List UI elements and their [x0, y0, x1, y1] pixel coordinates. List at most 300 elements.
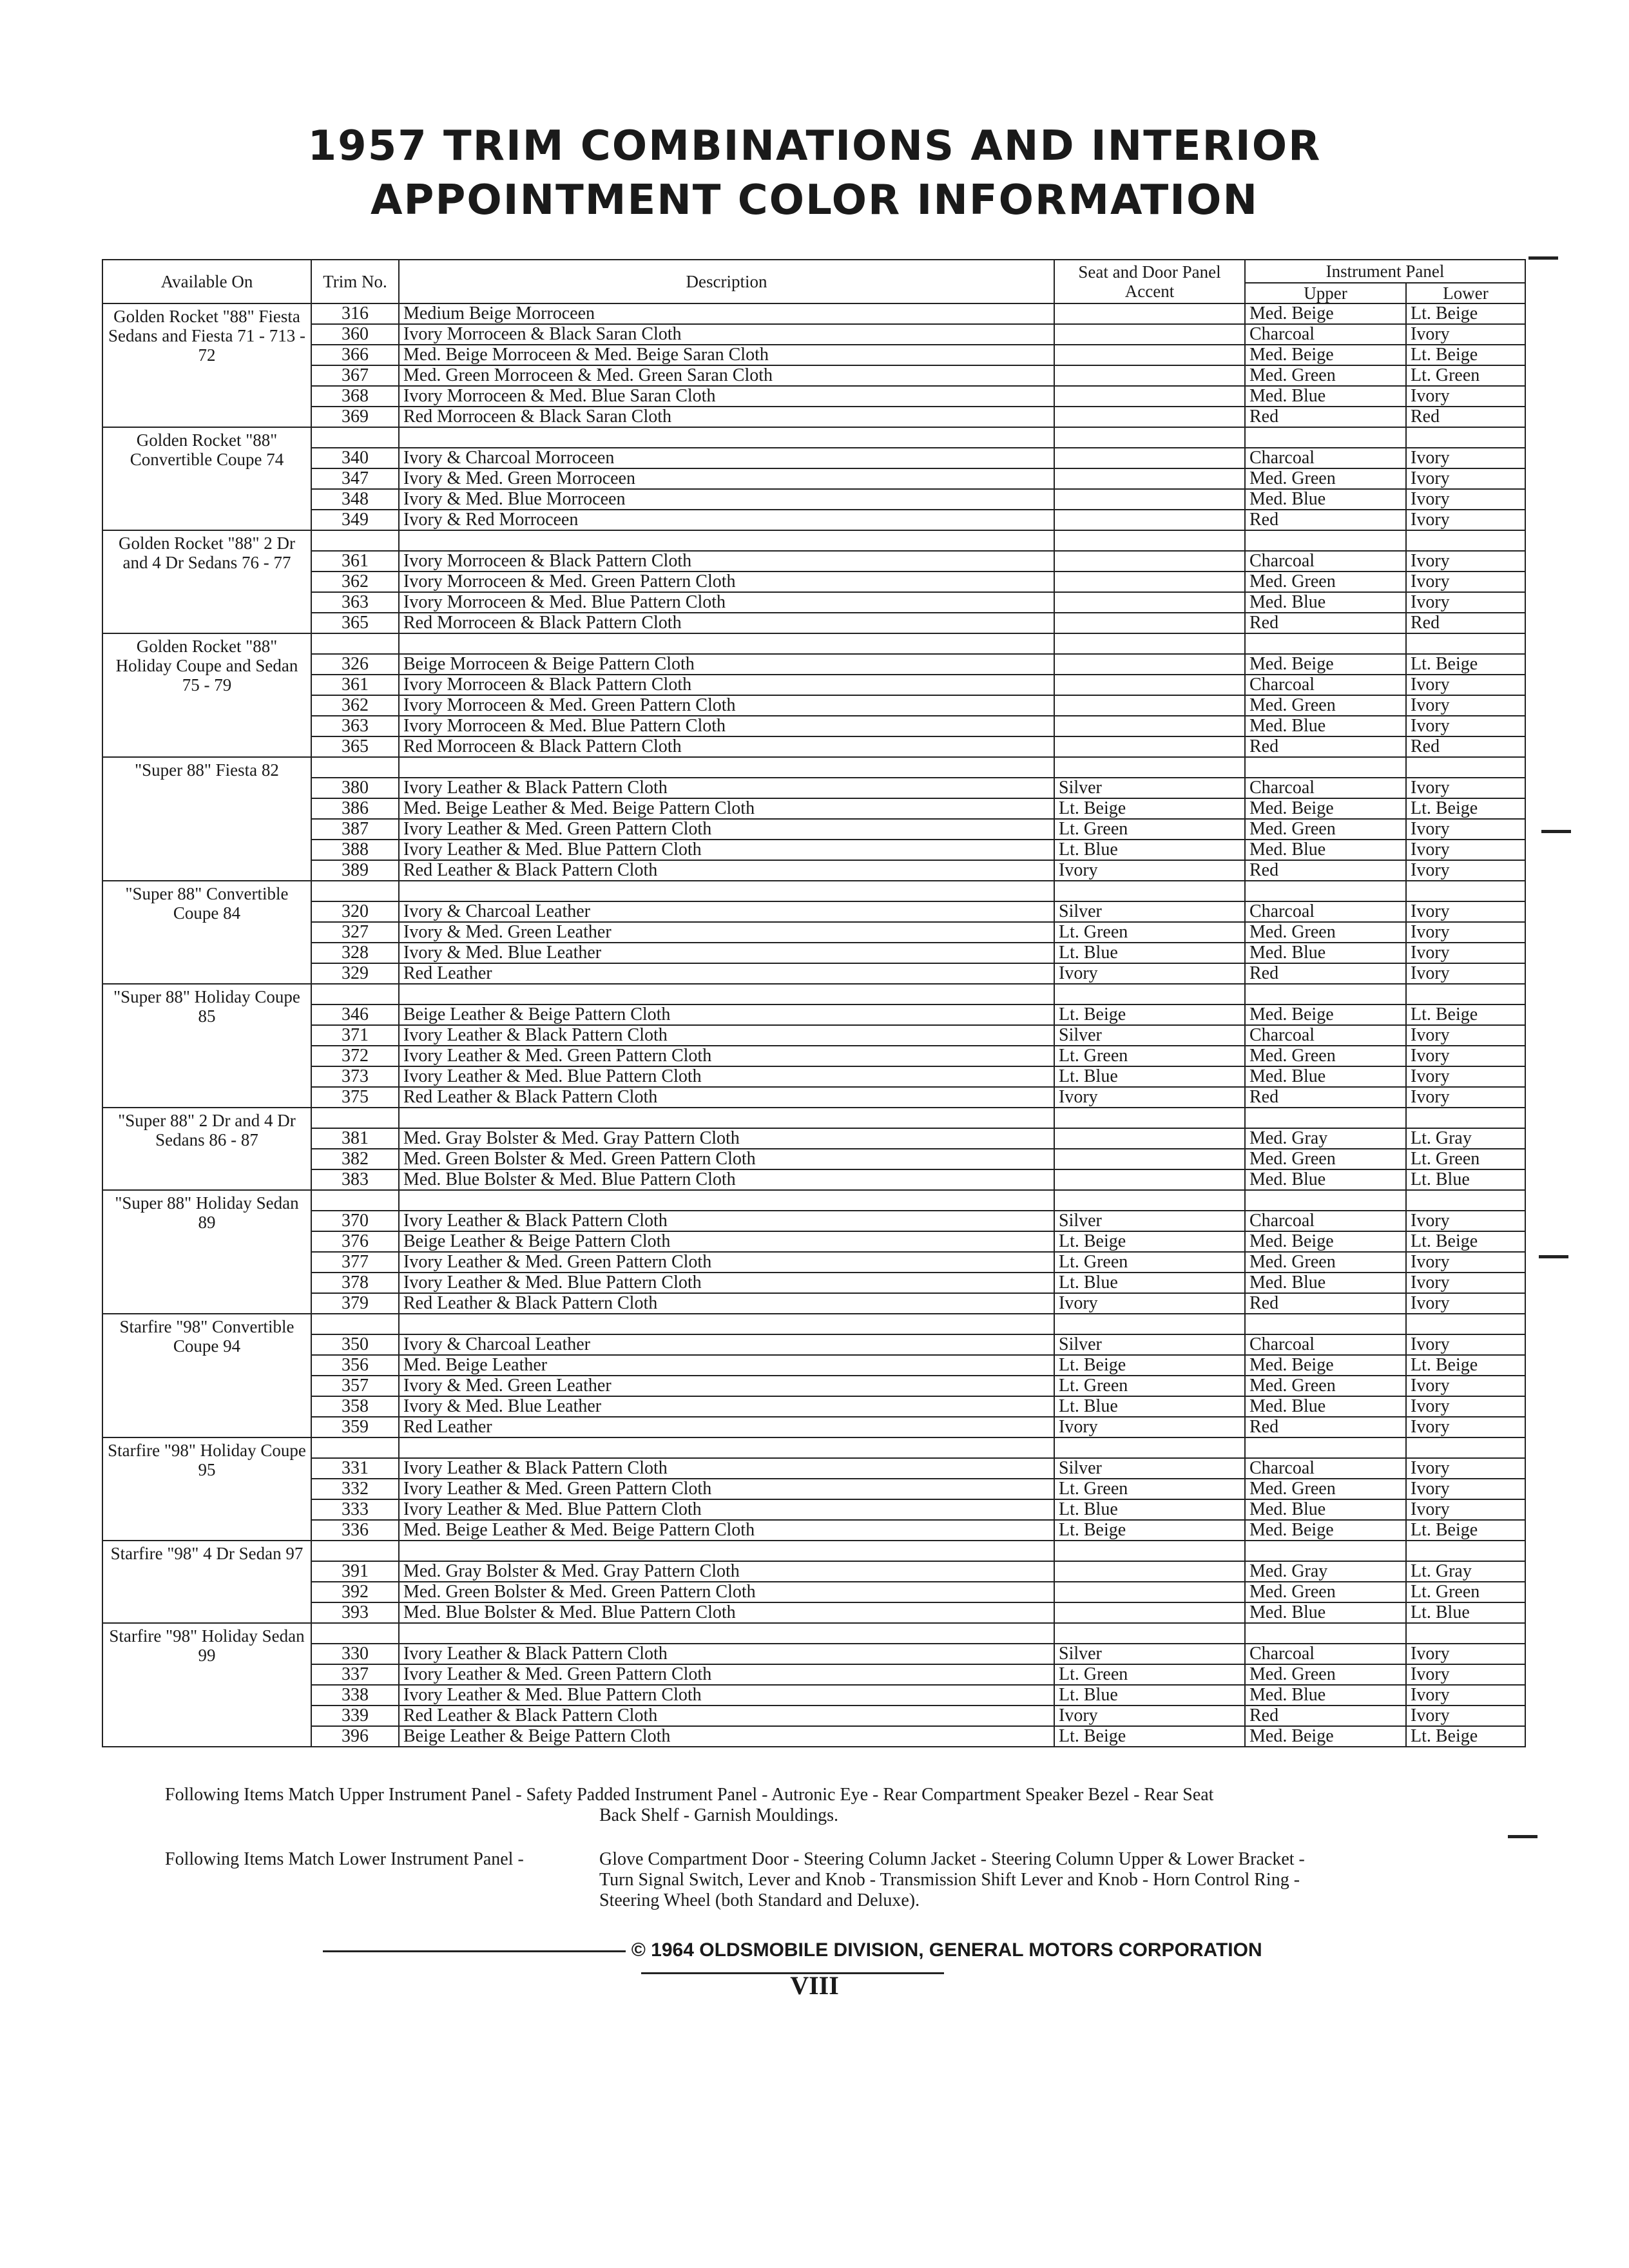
seat-door-accent-cell: Silver [1054, 1211, 1245, 1231]
upper-panel-cell: Red [1245, 1417, 1406, 1437]
lower-panel-cell: Ivory [1406, 840, 1525, 860]
upper-panel-cell: Med. Green [1245, 1376, 1406, 1396]
seat-door-accent-cell [1054, 407, 1245, 427]
trim-no-cell: 380 [311, 778, 399, 798]
empty-cell [1054, 530, 1245, 551]
description-cell: Beige Leather & Beige Pattern Cloth [399, 1726, 1054, 1747]
upper-panel-cell: Charcoal [1245, 901, 1406, 922]
lower-panel-cell: Ivory [1406, 778, 1525, 798]
table-row [102, 1417, 1525, 1437]
seat-door-accent-cell: Lt. Beige [1054, 1231, 1245, 1252]
description-cell: Red Morroceen & Black Saran Cloth [399, 407, 1054, 427]
description-cell: Red Morroceen & Black Pattern Cloth [399, 613, 1054, 633]
empty-cell [1245, 881, 1406, 901]
description-cell: Med. Blue Bolster & Med. Blue Pattern Cloth [399, 1169, 1054, 1190]
description-cell: Ivory & Charcoal Morroceen [399, 448, 1054, 468]
upper-panel-cell: Charcoal [1245, 778, 1406, 798]
upper-panel-cell: Red [1245, 963, 1406, 984]
empty-cell [311, 757, 399, 778]
description-cell: Ivory & Med. Green Leather [399, 1376, 1054, 1396]
upper-panel-cell: Charcoal [1245, 551, 1406, 572]
seat-door-accent-cell [1054, 1561, 1245, 1582]
empty-cell [311, 427, 399, 448]
trim-no-cell: 326 [311, 654, 399, 675]
trim-no-cell: 339 [311, 1706, 399, 1726]
upper-panel-cell: Med. Beige [1245, 345, 1406, 365]
table-row [102, 778, 1525, 798]
description-cell: Ivory & Red Morroceen [399, 510, 1054, 530]
lower-panel-cell: Ivory [1406, 1211, 1525, 1231]
empty-cell [311, 1314, 399, 1334]
rule-left [323, 1950, 626, 1952]
trim-no-cell: 370 [311, 1211, 399, 1231]
description-cell: Ivory Leather & Med. Blue Pattern Cloth [399, 1273, 1054, 1293]
available-on-cell: Golden Rocket "88" Fiesta Sedans and Fiesta 71 - 713 - 72 [102, 303, 311, 427]
lower-panel-cell: Red [1406, 736, 1525, 757]
trim-no-cell: 369 [311, 407, 399, 427]
upper-panel-cell: Red [1245, 1087, 1406, 1108]
trim-no-cell: 362 [311, 695, 399, 716]
description-cell: Ivory Leather & Black Pattern Cloth [399, 1458, 1054, 1479]
trim-no-cell: 379 [311, 1293, 399, 1314]
seat-door-accent-cell [1054, 1582, 1245, 1602]
upper-panel-cell: Med. Blue [1245, 1273, 1406, 1293]
table-row [102, 1602, 1525, 1623]
seat-door-accent-cell [1054, 365, 1245, 386]
description-cell: Ivory Morroceen & Med. Green Pattern Cloth [399, 695, 1054, 716]
trim-no-cell: 340 [311, 448, 399, 468]
available-on-cell: "Super 88" 2 Dr and 4 Dr Sedans 86 - 87 [102, 1108, 311, 1190]
upper-panel-cell: Med. Blue [1245, 716, 1406, 736]
upper-panel-cell: Charcoal [1245, 1644, 1406, 1664]
trim-no-cell: 358 [311, 1396, 399, 1417]
trim-no-cell: 377 [311, 1252, 399, 1273]
table-row [102, 860, 1525, 881]
description-cell: Ivory Leather & Med. Green Pattern Cloth [399, 1252, 1054, 1273]
lower-panel-cell: Ivory [1406, 1458, 1525, 1479]
seat-door-accent-cell: Lt. Blue [1054, 1273, 1245, 1293]
lower-panel-cell: Ivory [1406, 1644, 1525, 1664]
table-row [102, 1376, 1525, 1396]
description-cell: Ivory & Med. Green Morroceen [399, 468, 1054, 489]
lower-panel-cell: Ivory [1406, 1066, 1525, 1087]
seat-door-accent-cell [1054, 448, 1245, 468]
table-row [102, 613, 1525, 633]
upper-panel-cell: Med. Green [1245, 1046, 1406, 1066]
seat-door-accent-cell [1054, 695, 1245, 716]
empty-cell [1054, 427, 1245, 448]
description-cell: Beige Leather & Beige Pattern Cloth [399, 1231, 1054, 1252]
lower-panel-cell: Ivory [1406, 1376, 1525, 1396]
seat-door-accent-cell [1054, 345, 1245, 365]
table-row [102, 736, 1525, 757]
trim-no-cell: 331 [311, 1458, 399, 1479]
empty-cell [311, 1541, 399, 1561]
description-cell: Ivory Morroceen & Med. Green Pattern Cloth [399, 572, 1054, 592]
lower-panel-cell: Ivory [1406, 922, 1525, 943]
margin-mark [1508, 1835, 1537, 1838]
empty-cell [1245, 757, 1406, 778]
trim-no-cell: 330 [311, 1644, 399, 1664]
trim-no-cell: 392 [311, 1582, 399, 1602]
table-row [102, 345, 1525, 365]
description-cell: Ivory Leather & Med. Green Pattern Cloth [399, 1046, 1054, 1066]
seat-door-accent-cell [1054, 1149, 1245, 1169]
table-row [102, 1066, 1525, 1087]
empty-cell [1054, 881, 1245, 901]
upper-panel-cell: Med. Green [1245, 922, 1406, 943]
upper-panel-cell: Med. Beige [1245, 1004, 1406, 1025]
empty-cell [1245, 1541, 1406, 1561]
upper-panel-cell: Red [1245, 860, 1406, 881]
trim-no-cell: 362 [311, 572, 399, 592]
lower-panel-cell: Ivory [1406, 1087, 1525, 1108]
table-row [102, 963, 1525, 984]
empty-cell [311, 1190, 399, 1211]
upper-panel-cell: Med. Beige [1245, 1355, 1406, 1376]
seat-door-accent-cell [1054, 303, 1245, 324]
upper-panel-cell: Med. Beige [1245, 1726, 1406, 1747]
empty-cell [1406, 530, 1525, 551]
upper-panel-cell: Charcoal [1245, 675, 1406, 695]
lower-panel-cell: Lt. Beige [1406, 1231, 1525, 1252]
seat-door-accent-cell: Lt. Beige [1054, 1520, 1245, 1541]
lower-panel-cell: Lt. Blue [1406, 1169, 1525, 1190]
trim-no-cell: 361 [311, 551, 399, 572]
empty-cell [1054, 1108, 1245, 1128]
lower-panel-cell: Ivory [1406, 901, 1525, 922]
description-cell: Ivory Leather & Med. Green Pattern Cloth [399, 819, 1054, 840]
trim-no-cell: 316 [311, 303, 399, 324]
seat-door-accent-cell [1054, 510, 1245, 530]
upper-panel-cell: Red [1245, 1293, 1406, 1314]
trim-no-cell: 320 [311, 901, 399, 922]
trim-no-cell: 375 [311, 1087, 399, 1108]
description-cell: Ivory Morroceen & Black Pattern Cloth [399, 675, 1054, 695]
description-cell: Ivory Leather & Med. Green Pattern Cloth [399, 1479, 1054, 1499]
empty-cell [1245, 427, 1406, 448]
lower-panel-cell: Ivory [1406, 943, 1525, 963]
lower-panel-cell: Ivory [1406, 1685, 1525, 1706]
seat-door-accent-cell: Silver [1054, 1644, 1245, 1664]
trim-no-cell: 389 [311, 860, 399, 881]
copyright-text: © 1964 OLDSMOBILE DIVISION, GENERAL MOTORS CORPORATION [631, 1939, 1262, 1961]
upper-panel-cell: Charcoal [1245, 448, 1406, 468]
upper-panel-cell: Med. Blue [1245, 1602, 1406, 1623]
trim-no-cell: 329 [311, 963, 399, 984]
table-row [102, 1582, 1525, 1602]
spacer-row [102, 633, 1525, 654]
table-row [102, 1087, 1525, 1108]
lower-panel-cell: Ivory [1406, 1499, 1525, 1520]
lower-panel-cell: Lt. Beige [1406, 654, 1525, 675]
trim-no-cell: 360 [311, 324, 399, 345]
seat-door-accent-cell: Lt. Blue [1054, 1396, 1245, 1417]
upper-panel-cell: Med. Green [1245, 1149, 1406, 1169]
lower-panel-cell: Ivory [1406, 324, 1525, 345]
trim-no-cell: 386 [311, 798, 399, 819]
upper-panel-cell: Med. Blue [1245, 840, 1406, 860]
trim-no-cell: 373 [311, 1066, 399, 1087]
table-row [102, 1252, 1525, 1273]
upper-panel-cell: Med. Blue [1245, 1169, 1406, 1190]
available-on-cell: Golden Rocket "88" Convertible Coupe 74 [102, 427, 311, 530]
lower-panel-cell: Ivory [1406, 1046, 1525, 1066]
lower-panel-cell: Ivory [1406, 716, 1525, 736]
table-row [102, 1561, 1525, 1582]
header-lower: Lower [1406, 283, 1525, 303]
empty-cell [1054, 633, 1245, 654]
spacer-row [102, 1437, 1525, 1458]
description-cell: Ivory Leather & Med. Blue Pattern Cloth [399, 1685, 1054, 1706]
lower-footnote-line-3: Steering Wheel (both Standard and Deluxe). [599, 1890, 920, 1910]
seat-door-accent-cell: Ivory [1054, 860, 1245, 881]
lower-panel-cell: Lt. Beige [1406, 1726, 1525, 1747]
table-row [102, 1479, 1525, 1499]
empty-cell [1406, 427, 1525, 448]
description-cell: Red Leather & Black Pattern Cloth [399, 860, 1054, 881]
header-trim-no: Trim No. [311, 260, 399, 303]
description-cell: Ivory Leather & Med. Blue Pattern Cloth [399, 1066, 1054, 1087]
lower-footnote-line-2: Turn Signal Switch, Lever and Knob - Transmission Shift Lever and Knob - Horn Control Ring - [599, 1870, 1300, 1890]
empty-cell [311, 881, 399, 901]
lower-panel-cell: Ivory [1406, 1273, 1525, 1293]
description-cell: Ivory Leather & Black Pattern Cloth [399, 1025, 1054, 1046]
empty-cell [1406, 1541, 1525, 1561]
empty-cell [399, 1314, 1054, 1334]
seat-door-accent-cell: Ivory [1054, 963, 1245, 984]
seat-door-accent-cell: Lt. Blue [1054, 1499, 1245, 1520]
upper-panel-cell: Med. Beige [1245, 1231, 1406, 1252]
table-row [102, 943, 1525, 963]
empty-cell [311, 1108, 399, 1128]
table-row [102, 901, 1525, 922]
empty-cell [1406, 1108, 1525, 1128]
trim-no-cell: 393 [311, 1602, 399, 1623]
seat-door-accent-cell: Silver [1054, 778, 1245, 798]
empty-cell [311, 984, 399, 1004]
lower-panel-cell: Lt. Beige [1406, 303, 1525, 324]
available-on-cell: Starfire "98" 4 Dr Sedan 97 [102, 1541, 311, 1623]
empty-cell [1406, 633, 1525, 654]
empty-cell [1406, 1314, 1525, 1334]
table-row [102, 654, 1525, 675]
empty-cell [1245, 633, 1406, 654]
upper-panel-cell: Med. Green [1245, 1582, 1406, 1602]
lower-panel-cell: Lt. Beige [1406, 1355, 1525, 1376]
upper-panel-cell: Med. Beige [1245, 303, 1406, 324]
description-cell: Ivory Morroceen & Med. Blue Saran Cloth [399, 386, 1054, 407]
trim-no-cell: 368 [311, 386, 399, 407]
available-on-cell: Starfire "98" Holiday Sedan 99 [102, 1623, 311, 1747]
empty-cell [1406, 1190, 1525, 1211]
description-cell: Red Leather [399, 963, 1054, 984]
description-cell: Med. Beige Leather & Med. Beige Pattern Cloth [399, 798, 1054, 819]
description-cell: Ivory & Med. Green Leather [399, 922, 1054, 943]
empty-cell [1245, 1108, 1406, 1128]
spacer-row [102, 1623, 1525, 1644]
trim-no-cell: 383 [311, 1169, 399, 1190]
upper-panel-cell: Med. Blue [1245, 1396, 1406, 1417]
description-cell: Med. Green Bolster & Med. Green Pattern Cloth [399, 1149, 1054, 1169]
lower-panel-cell: Ivory [1406, 963, 1525, 984]
seat-door-accent-cell: Lt. Green [1054, 922, 1245, 943]
upper-panel-cell: Charcoal [1245, 1334, 1406, 1355]
header-seat-door-accent: Seat and Door Panel Accent [1054, 260, 1245, 303]
seat-door-accent-cell [1054, 654, 1245, 675]
trim-no-cell: 356 [311, 1355, 399, 1376]
lower-panel-cell: Red [1406, 613, 1525, 633]
spacer-row [102, 1190, 1525, 1211]
lower-panel-cell: Lt. Gray [1406, 1128, 1525, 1149]
trim-no-cell: 365 [311, 613, 399, 633]
trim-no-cell: 387 [311, 819, 399, 840]
seat-door-accent-cell: Lt. Blue [1054, 1685, 1245, 1706]
spacer-row [102, 530, 1525, 551]
empty-cell [399, 1190, 1054, 1211]
table-row [102, 819, 1525, 840]
seat-door-accent-cell: Ivory [1054, 1706, 1245, 1726]
description-cell: Ivory Leather & Med. Blue Pattern Cloth [399, 1499, 1054, 1520]
spacer-row [102, 1314, 1525, 1334]
available-on-cell: Golden Rocket "88" 2 Dr and 4 Dr Sedans 76 - 77 [102, 530, 311, 633]
lower-panel-cell: Ivory [1406, 448, 1525, 468]
table-row [102, 1128, 1525, 1149]
lower-panel-cell: Ivory [1406, 1025, 1525, 1046]
table-row [102, 1169, 1525, 1190]
upper-panel-cell: Med. Blue [1245, 1066, 1406, 1087]
trim-no-cell: 371 [311, 1025, 399, 1046]
upper-panel-cell: Red [1245, 407, 1406, 427]
available-on-cell: "Super 88" Holiday Sedan 89 [102, 1190, 311, 1314]
description-cell: Red Leather & Black Pattern Cloth [399, 1087, 1054, 1108]
description-cell: Med. Green Bolster & Med. Green Pattern Cloth [399, 1582, 1054, 1602]
upper-panel-cell: Charcoal [1245, 1458, 1406, 1479]
seat-door-accent-cell [1054, 592, 1245, 613]
trim-no-cell: 388 [311, 840, 399, 860]
lower-panel-cell: Ivory [1406, 510, 1525, 530]
trim-no-cell: 382 [311, 1149, 399, 1169]
upper-panel-cell: Med. Gray [1245, 1561, 1406, 1582]
trim-no-cell: 359 [311, 1417, 399, 1437]
lower-panel-cell: Ivory [1406, 551, 1525, 572]
description-cell: Ivory & Charcoal Leather [399, 901, 1054, 922]
upper-panel-cell: Med. Blue [1245, 1499, 1406, 1520]
table-row [102, 1685, 1525, 1706]
trim-no-cell: 376 [311, 1231, 399, 1252]
table-row [102, 407, 1525, 427]
description-cell: Ivory Leather & Med. Green Pattern Cloth [399, 1664, 1054, 1685]
empty-cell [1406, 757, 1525, 778]
table-row [102, 365, 1525, 386]
lower-panel-cell: Ivory [1406, 1396, 1525, 1417]
upper-panel-cell: Med. Green [1245, 365, 1406, 386]
table-row [102, 592, 1525, 613]
lower-panel-cell: Ivory [1406, 1417, 1525, 1437]
title-line-2: APPOINTMENT COLOR INFORMATION [371, 177, 1258, 224]
table-row [102, 1273, 1525, 1293]
seat-door-accent-cell [1054, 1602, 1245, 1623]
description-cell: Med. Beige Leather & Med. Beige Pattern Cloth [399, 1520, 1054, 1541]
available-on-cell: Golden Rocket "88" Holiday Coupe and Sedan 75 - 79 [102, 633, 311, 757]
trim-no-cell: 378 [311, 1273, 399, 1293]
trim-no-cell: 363 [311, 716, 399, 736]
seat-door-accent-cell: Lt. Green [1054, 1252, 1245, 1273]
trim-no-cell: 361 [311, 675, 399, 695]
available-on-cell: Starfire "98" Holiday Coupe 95 [102, 1437, 311, 1541]
empty-cell [1054, 1437, 1245, 1458]
header-upper: Upper [1245, 283, 1406, 303]
upper-panel-cell: Red [1245, 613, 1406, 633]
title-line-1: 1957 TRIM COMBINATIONS AND INTERIOR [307, 122, 1322, 170]
available-on-cell: "Super 88" Holiday Coupe 85 [102, 984, 311, 1108]
table-row [102, 1499, 1525, 1520]
lower-panel-cell: Ivory [1406, 1664, 1525, 1685]
trim-no-cell: 327 [311, 922, 399, 943]
lower-panel-cell: Ivory [1406, 386, 1525, 407]
table-row [102, 1396, 1525, 1417]
upper-footnote-line-1: Following Items Match Upper Instrument Panel - Safety Padded Instrument Panel - Autronic Eye - Rear Compartment Speaker Bezel - Rear Seat [165, 1785, 1214, 1805]
seat-door-accent-cell: Lt. Beige [1054, 798, 1245, 819]
empty-cell [1245, 1437, 1406, 1458]
empty-cell [1406, 1437, 1525, 1458]
empty-cell [399, 530, 1054, 551]
lower-panel-cell: Lt. Beige [1406, 798, 1525, 819]
seat-door-accent-cell [1054, 324, 1245, 345]
seat-door-accent-cell [1054, 1169, 1245, 1190]
spacer-row [102, 984, 1525, 1004]
trim-no-cell: 365 [311, 736, 399, 757]
table-row [102, 551, 1525, 572]
description-cell: Ivory Morroceen & Med. Blue Pattern Cloth [399, 716, 1054, 736]
empty-cell [399, 427, 1054, 448]
seat-door-accent-cell [1054, 386, 1245, 407]
table-row [102, 1355, 1525, 1376]
empty-cell [1245, 1190, 1406, 1211]
seat-door-accent-cell: Lt. Green [1054, 1664, 1245, 1685]
spacer-row [102, 1541, 1525, 1561]
empty-cell [311, 633, 399, 654]
page-number: VIII [790, 1971, 839, 2000]
upper-panel-cell: Med. Blue [1245, 489, 1406, 510]
lower-panel-cell: Ivory [1406, 489, 1525, 510]
empty-cell [399, 984, 1054, 1004]
trim-no-cell: 366 [311, 345, 399, 365]
spacer-row [102, 1108, 1525, 1128]
trim-no-cell: 349 [311, 510, 399, 530]
upper-panel-cell: Med. Blue [1245, 386, 1406, 407]
upper-panel-cell: Med. Blue [1245, 943, 1406, 963]
table-row [102, 386, 1525, 407]
trim-no-cell: 346 [311, 1004, 399, 1025]
spacer-row [102, 757, 1525, 778]
page-title [0, 119, 1629, 227]
empty-cell [311, 530, 399, 551]
table-row [102, 695, 1525, 716]
empty-cell [1054, 757, 1245, 778]
table-row [102, 448, 1525, 468]
table-row [102, 572, 1525, 592]
table-row [102, 1046, 1525, 1066]
upper-panel-cell: Charcoal [1245, 1211, 1406, 1231]
seat-door-accent-cell: Silver [1054, 1025, 1245, 1046]
empty-cell [1054, 984, 1245, 1004]
upper-panel-cell: Med. Beige [1245, 798, 1406, 819]
upper-panel-cell: Med. Green [1245, 695, 1406, 716]
lower-panel-cell: Lt. Green [1406, 1149, 1525, 1169]
header-instrument-panel: Instrument Panel [1245, 260, 1525, 283]
upper-panel-cell: Charcoal [1245, 324, 1406, 345]
